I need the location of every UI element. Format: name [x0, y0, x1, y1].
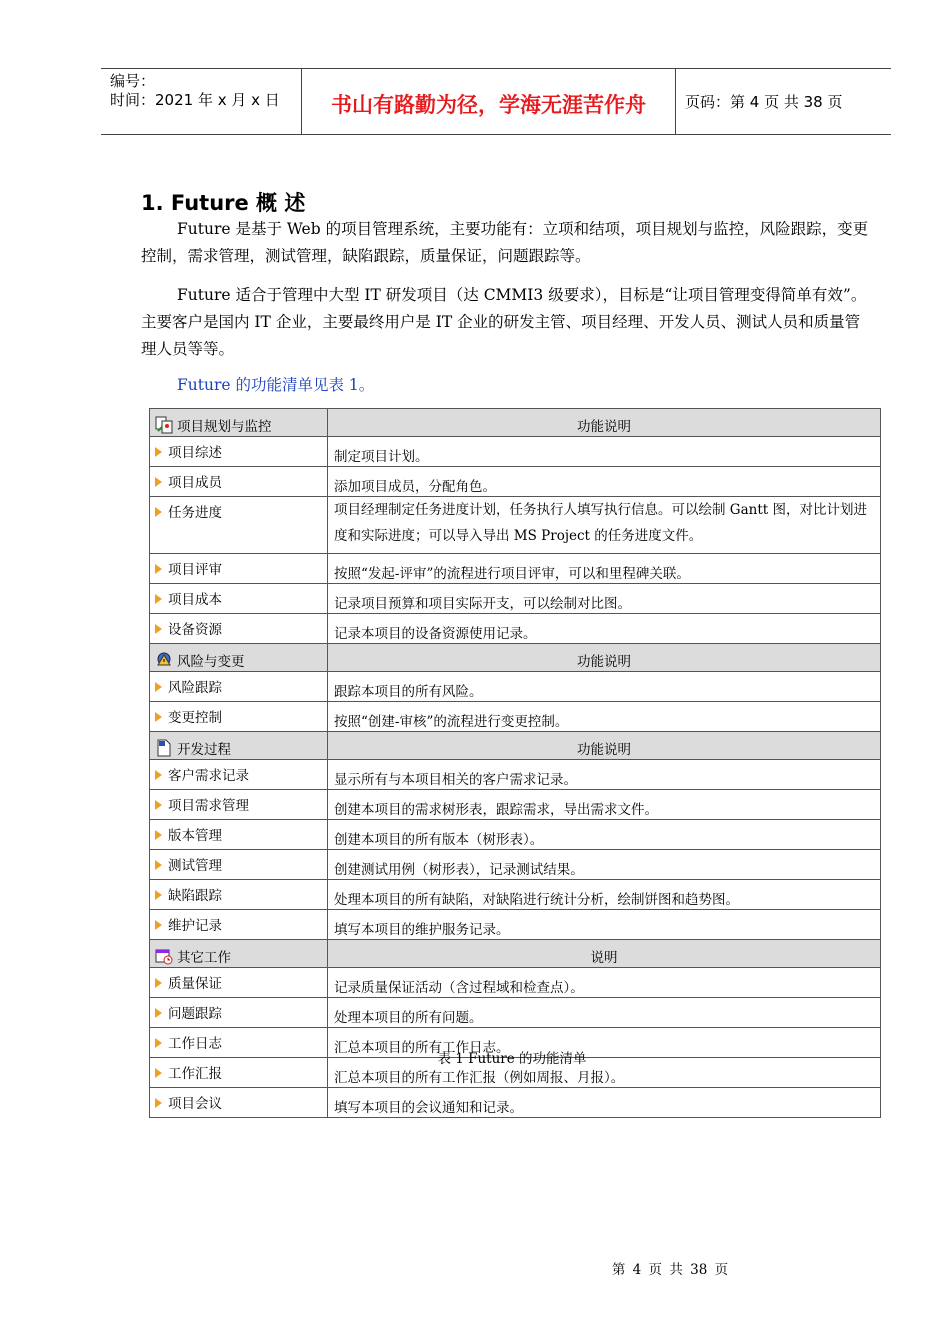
table-caption: 表 1 Future 的功能清单 [437, 1051, 587, 1067]
feature-desc-cell: 制定项目计划。 [328, 437, 881, 467]
section-desc-header: 说明 [328, 940, 881, 968]
code-label: 编号： [110, 72, 156, 90]
bullet-arrow-icon [155, 860, 162, 870]
feature-name: 版本管理 [168, 828, 222, 844]
section-title-label: 风险与变更 [177, 654, 245, 670]
target-paragraph [141, 282, 869, 363]
feature-name-cell [150, 820, 328, 850]
feature-name-cell [150, 760, 328, 790]
feature-desc-cell: 添加项目成员，分配角色。 [328, 467, 881, 497]
feature-desc-cell: 汇总本项目的所有工作汇报（例如周报、月报）。 [328, 1058, 881, 1088]
feature-name-cell [150, 672, 328, 702]
feature-name: 项目评审 [168, 562, 222, 578]
feature-desc-cell: 记录质量保证活动（含过程域和检查点）。 [328, 968, 881, 998]
feature-name-cell [150, 497, 328, 554]
section-desc-header: 功能说明 [328, 409, 881, 437]
feature-name: 工作日志 [168, 1036, 222, 1052]
table-row [150, 437, 881, 467]
table-row [150, 614, 881, 644]
feature-desc-cell: 记录项目预算和项目实际开支，可以绘制对比图。 [328, 584, 881, 614]
bullet-arrow-icon [155, 624, 162, 634]
section-desc-header: 功能说明 [328, 732, 881, 760]
feature-name-cell [150, 584, 328, 614]
section-title-label: 开发过程 [177, 742, 231, 758]
feature-name: 变更控制 [168, 710, 222, 726]
table-row [150, 702, 881, 732]
table-row [150, 672, 881, 702]
bullet-arrow-icon [155, 890, 162, 900]
table-reference [141, 372, 869, 399]
feature-desc-cell: 按照“创建-审核”的流程进行变更控制。 [328, 702, 881, 732]
table-row [150, 820, 881, 850]
feature-desc-cell: 填写本项目的会议通知和记录。 [328, 1088, 881, 1118]
bullet-arrow-icon [155, 564, 162, 574]
feature-desc-cell: 显示所有与本项目相关的客户需求记录。 [328, 760, 881, 790]
feature-name-cell [150, 910, 328, 940]
feature-name-cell [150, 1088, 328, 1118]
bullet-arrow-icon [155, 682, 162, 692]
bullet-arrow-icon [155, 1008, 162, 1018]
feature-desc-cell: 汇总本项目的所有工作日志。 [328, 1028, 881, 1058]
table-row [150, 998, 881, 1028]
table-row [150, 1088, 881, 1118]
feature-name: 维护记录 [168, 918, 222, 934]
section-header-row [150, 940, 881, 968]
bullet-arrow-icon [155, 1098, 162, 1108]
feature-name: 客户需求记录 [168, 768, 249, 784]
section-title: 1. Future 概 述 [141, 191, 306, 215]
table-reference-text: Future 的功能清单见表 1。 [177, 376, 375, 394]
feature-name: 风险跟踪 [168, 680, 222, 696]
feature-name: 工作汇报 [168, 1066, 222, 1082]
table-row [150, 497, 881, 554]
document-icon [155, 739, 173, 757]
table-row [150, 467, 881, 497]
feature-name-cell [150, 702, 328, 732]
feature-name-cell [150, 614, 328, 644]
feature-desc-cell: 创建测试用例（树形表），记录测试结果。 [328, 850, 881, 880]
table-row [150, 760, 881, 790]
feature-name-cell [150, 467, 328, 497]
feature-desc-cell: 填写本项目的维护服务记录。 [328, 910, 881, 940]
feature-name: 问题跟踪 [168, 1006, 222, 1022]
section-title-label: 其它工作 [177, 950, 231, 966]
calendar-icon [155, 947, 173, 965]
feature-desc-cell: 创建本项目的所有版本（树形表）。 [328, 820, 881, 850]
planning-icon [155, 416, 173, 434]
feature-desc-cell: 跟踪本项目的所有风险。 [328, 672, 881, 702]
feature-name-cell [150, 554, 328, 584]
feature-name-cell [150, 880, 328, 910]
intro-text: Future 是基于 Web 的项目管理系统，主要功能有：立项和结项，项目规划与监控，风险跟踪，变更控制，需求管理，测试管理，缺陷跟踪，质量保证，问题跟踪等。 [141, 220, 869, 265]
feature-name: 任务进度 [168, 505, 222, 521]
feature-name: 项目成本 [168, 592, 222, 608]
feature-name: 项目需求管理 [168, 798, 249, 814]
intro-paragraph [141, 216, 869, 270]
date-label: 时间：2021 年 x 月 x 日 [110, 91, 280, 109]
feature-name-cell [150, 998, 328, 1028]
feature-desc-cell: 处理本项目的所有问题。 [328, 998, 881, 1028]
bullet-arrow-icon [155, 800, 162, 810]
bullet-arrow-icon [155, 770, 162, 780]
feature-desc-cell: 处理本项目的所有缺陷，对缺陷进行统计分析，绘制饼图和趋势图。 [328, 880, 881, 910]
table-row [150, 584, 881, 614]
feature-name: 项目综述 [168, 445, 222, 461]
feature-name: 缺陷跟踪 [168, 888, 222, 904]
feature-desc-cell: 记录本项目的设备资源使用记录。 [328, 614, 881, 644]
feature-name-cell [150, 437, 328, 467]
feature-desc-cell: 项目经理制定任务进度计划，任务执行人填写执行信息。可以绘制 Gantt 图，对比计划进度和实际进度；可以导入导出 MS Project 的任务进度文件。 [328, 497, 881, 554]
feature-name: 测试管理 [168, 858, 222, 874]
section-title-cell [150, 732, 328, 760]
feature-name: 项目会议 [168, 1096, 222, 1112]
feature-name: 项目成员 [168, 475, 222, 491]
section-title-label: 项目规划与监控 [177, 419, 272, 435]
bullet-arrow-icon [155, 830, 162, 840]
page-header [101, 68, 891, 135]
section-title-cell [150, 409, 328, 437]
page-footer: 第 4 页 共 38 页 [611, 1262, 729, 1278]
bullet-arrow-icon [155, 507, 162, 517]
feature-name: 设备资源 [168, 622, 222, 638]
section-title-cell [150, 940, 328, 968]
feature-desc-cell: 按照“发起-评审”的流程进行项目评审，可以和里程碑关联。 [328, 554, 881, 584]
table-row [150, 790, 881, 820]
bullet-arrow-icon [155, 978, 162, 988]
feature-name: 质量保证 [168, 976, 222, 992]
section-header-row [150, 732, 881, 760]
table-row [150, 910, 881, 940]
table-row [150, 850, 881, 880]
table-row [150, 880, 881, 910]
bullet-arrow-icon [155, 712, 162, 722]
feature-name-cell [150, 968, 328, 998]
bullet-arrow-icon [155, 477, 162, 487]
target-text: Future 适合于管理中大型 IT 研发项目（达 CMMI3 级要求），目标是“让项目管理变得简单有效”。主要客户是国内 IT 企业，主要最终用户是 IT 企业的研发主管、项目经理、开发人员、测试人员和质量管理人员等等。 [141, 286, 867, 358]
bullet-arrow-icon [155, 594, 162, 604]
section-header-row [150, 644, 881, 672]
bullet-arrow-icon [155, 920, 162, 930]
bullet-arrow-icon [155, 1068, 162, 1078]
section-title-cell [150, 644, 328, 672]
risk-icon [155, 651, 173, 669]
function-table [149, 408, 881, 1118]
header-meta [101, 69, 302, 134]
bullet-arrow-icon [155, 447, 162, 457]
header-page-info: 页码：第 4 页 共 38 页 [685, 93, 843, 111]
table-row [150, 968, 881, 998]
feature-name-cell [150, 790, 328, 820]
table-row [150, 554, 881, 584]
section-header-row [150, 409, 881, 437]
feature-desc-cell: 创建本项目的需求树形表，跟踪需求，导出需求文件。 [328, 790, 881, 820]
header-motto: 书山有路勤为径，学海无涯苦作舟 [302, 69, 676, 134]
feature-name-cell [150, 850, 328, 880]
section-desc-header: 功能说明 [328, 644, 881, 672]
